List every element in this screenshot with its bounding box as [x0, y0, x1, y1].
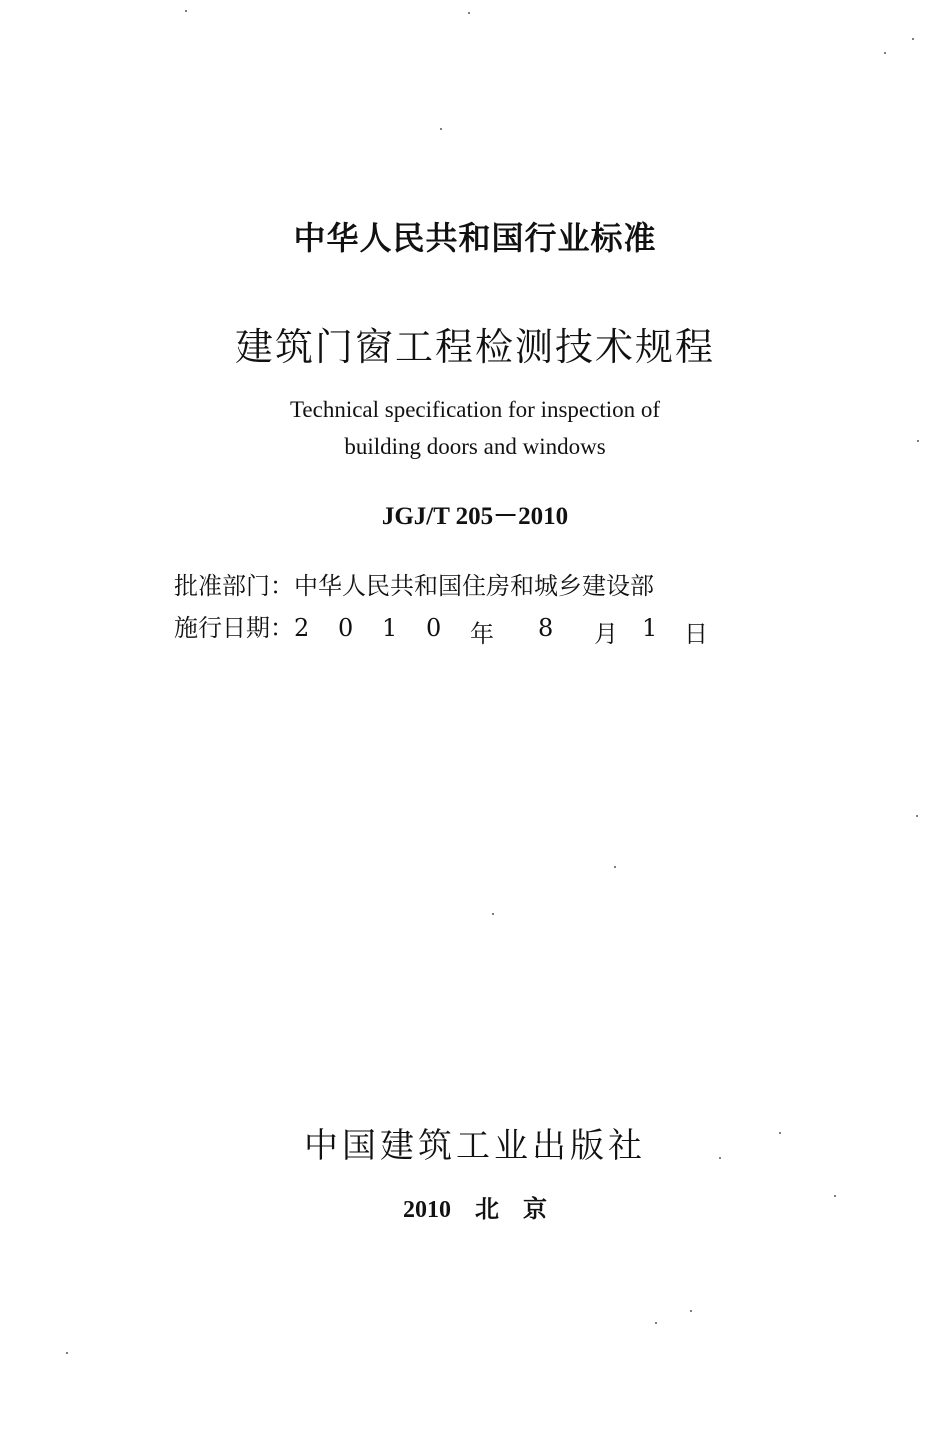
- title-chinese: 建筑门窗工程检测技术规程: [234, 325, 715, 369]
- effective-date-label: 施行日期：: [174, 614, 294, 642]
- date-year-char: 年: [470, 620, 494, 648]
- scan-speck: [719, 1157, 721, 1159]
- scan-speck: [492, 913, 494, 915]
- standard-category: 中华人民共和国行业标准: [293, 219, 657, 257]
- publisher-name: 中国建筑工业出版社: [304, 1126, 646, 1166]
- date-day-char: 日: [684, 620, 708, 648]
- scan-speck: [614, 866, 616, 868]
- scan-speck: [912, 38, 914, 40]
- scan-speck: [440, 128, 442, 130]
- publication-year: 2010: [403, 1197, 451, 1223]
- scan-speck: [690, 1310, 692, 1312]
- date-digit: 2: [294, 614, 310, 642]
- scan-speck: [185, 10, 187, 12]
- title-english: [0, 391, 950, 465]
- title-english-line1: Technical specification for inspection of: [289, 397, 661, 422]
- scan-speck: [655, 1322, 657, 1324]
- standard-code: JGJ/T 205－2010: [381, 503, 569, 530]
- date-digit: 0: [426, 614, 442, 642]
- date-digit: 0: [338, 614, 354, 642]
- effective-date-value: [294, 614, 712, 649]
- scan-speck: [917, 440, 919, 442]
- scan-speck: [916, 815, 918, 817]
- title-english-line2: building doors and windows: [344, 434, 606, 459]
- effective-date-line: [174, 608, 712, 649]
- scan-speck: [66, 1352, 68, 1354]
- scan-speck: [779, 1132, 781, 1134]
- date-month-num: 8: [538, 614, 554, 642]
- publication-place: [0, 1189, 950, 1224]
- date-month-char: 月: [594, 620, 618, 648]
- scan-speck: [884, 52, 886, 54]
- approval-line: [174, 566, 654, 601]
- date-digit: 1: [382, 614, 398, 642]
- approval-value: 中华人民共和国住房和城乡建设部: [294, 572, 654, 600]
- approval-label: 批准部门：: [174, 572, 294, 600]
- scan-speck: [834, 1195, 836, 1197]
- publication-city: 北 京: [475, 1197, 547, 1223]
- date-day-num: 1: [642, 614, 658, 642]
- scan-speck: [468, 12, 470, 14]
